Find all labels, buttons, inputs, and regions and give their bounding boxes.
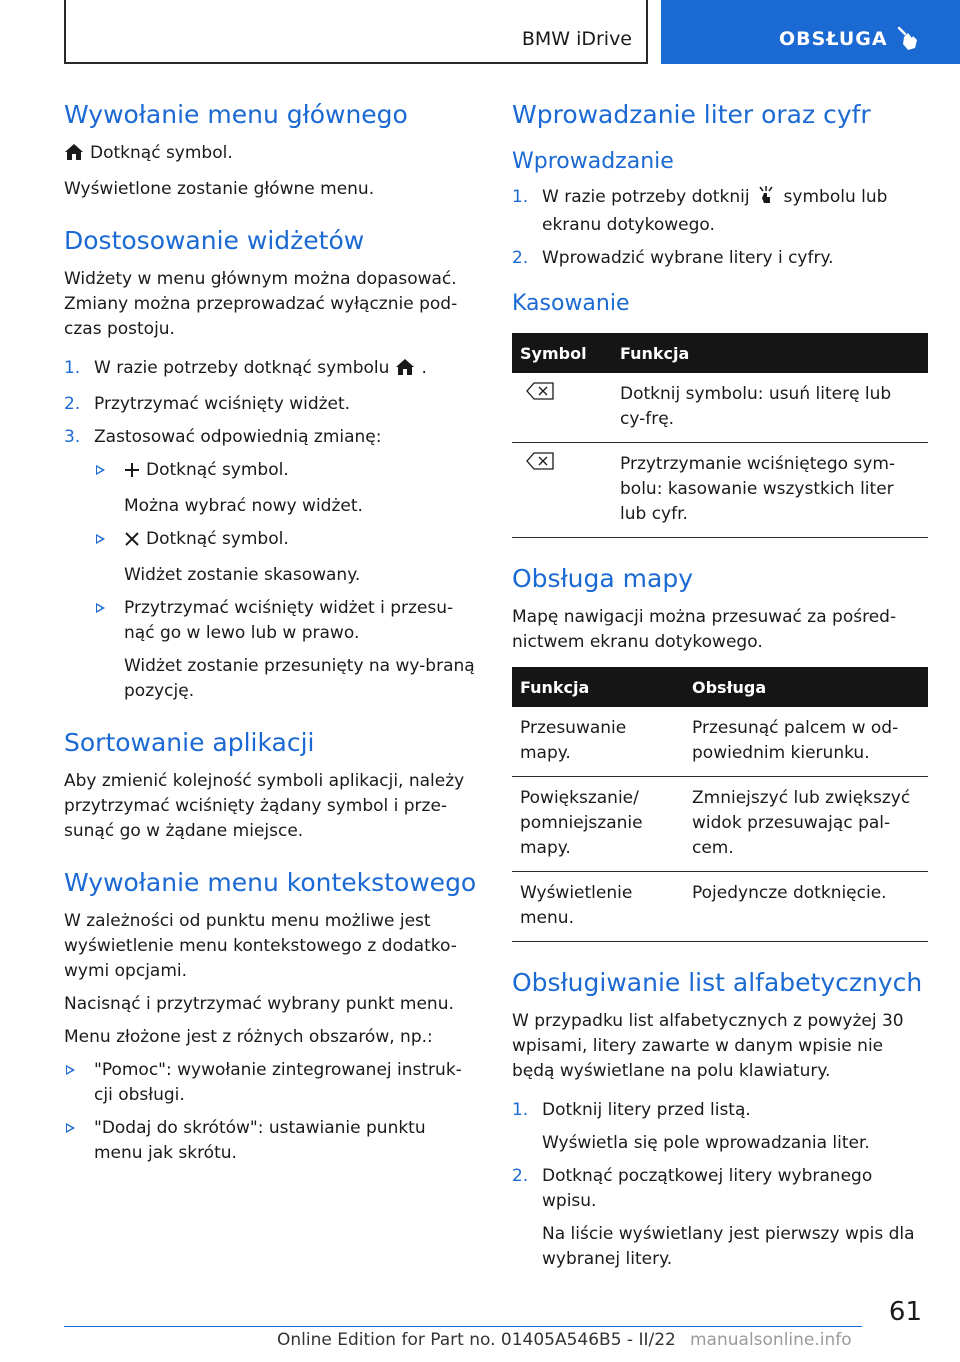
paragraph: Widżety w menu głównym można dopasować. Zmiany można przeprowadzać wyłącznie pod-czas postoju. bbox=[64, 269, 458, 339]
triangle-bullet-icon bbox=[96, 534, 105, 544]
paragraph: Aby zmienić kolejność symboli aplikacji, należy przytrzymać wciśnięty żądany symbol i prze-sunąć go w żądane miejsce. bbox=[64, 771, 465, 841]
section-title-map: Obsługa mapy bbox=[512, 564, 693, 593]
subsection-title-entering: Wprowadzanie bbox=[512, 149, 674, 174]
home-icon bbox=[395, 358, 415, 384]
delete-table bbox=[512, 333, 928, 538]
section-title-input: Wprowadzanie liter oraz cyfr bbox=[512, 100, 871, 129]
paragraph: Mapę nawigacji można przesuwać za pośred-nictwem ekranu dotykowego. bbox=[512, 607, 897, 652]
list-item: 1. W razie potrzeby dotknąć symbolu . bbox=[64, 356, 478, 384]
paragraph: Menu złożone jest z różnych obszarów, np.: bbox=[64, 1027, 433, 1047]
list-item: "Pomoc": wywołanie zintegrowanej instruk-cji obsługi. bbox=[64, 1058, 478, 1108]
paragraph: Dotknąć symbol. bbox=[64, 141, 478, 169]
section-title-context-menu: Wywołanie menu kontekstowego bbox=[64, 868, 477, 897]
plus-icon bbox=[124, 461, 140, 486]
pointing-hand-icon bbox=[897, 26, 919, 56]
left-column bbox=[64, 98, 478, 1174]
table-row: Przytrzymanie wciśniętego sym-bolu: kasowanie wszystkich liter lub cyfr. bbox=[512, 443, 928, 538]
table-header: Funkcja bbox=[612, 333, 928, 373]
triangle-bullet-icon bbox=[96, 465, 105, 475]
list-item: 3. Zastosować odpowiednią zmianę: Dotknąć symbol. Można wybrać nowy widżet. Dotknąć symbol. Widżet zostanie skasowany. Przytrzymać wciśnięty widżet i przesu-nąć go w lewo lub w prawo. Widżet zostanie przesunięty na wy-braną pozycję. bbox=[64, 425, 478, 704]
paragraph: Nacisnąć i przytrzymać wybrany punkt menu. bbox=[64, 994, 454, 1014]
change-options bbox=[94, 458, 478, 704]
list-steps bbox=[512, 1098, 928, 1272]
paragraph: Wyświetlone zostanie główne menu. bbox=[64, 179, 375, 199]
header-section-label: OBSŁUGA bbox=[779, 28, 888, 50]
list-item: 2. Przytrzymać wciśnięty widżet. bbox=[64, 394, 351, 414]
list-item: "Dodaj do skrótów": ustawianie punktu menu jak skrótu. bbox=[64, 1116, 478, 1166]
section-title-sorting: Sortowanie aplikacji bbox=[64, 728, 315, 757]
table-header: Obsługa bbox=[684, 667, 928, 707]
header-frame bbox=[64, 0, 648, 64]
table-header: Funkcja bbox=[512, 667, 684, 707]
triangle-bullet-icon bbox=[66, 1065, 75, 1075]
backspace-icon bbox=[520, 455, 554, 475]
table-row: Przesuwanie mapy. Przesunąć palcem w od-powiednim kierunku. bbox=[512, 707, 928, 777]
subsection-title-deleting: Kasowanie bbox=[512, 291, 630, 316]
watermark: manualsonline.info bbox=[690, 1330, 852, 1350]
list-item: Dotknąć symbol. Widżet zostanie skasowany. bbox=[94, 527, 478, 588]
section-title-main-menu: Wywołanie menu głównego bbox=[64, 100, 408, 129]
footer-divider bbox=[64, 1326, 862, 1327]
list-item: Przytrzymać wciśnięty widżet i przesu-nąć go w lewo lub w prawo. Widżet zostanie przesunięty na wy-braną pozycję. bbox=[94, 596, 478, 704]
table-row: Powiększanie/ pomniejszanie mapy. Zmniejszyć lub zwiększyć widok przesuwając pal-cem. bbox=[512, 777, 928, 872]
paragraph: W zależności od punktu menu możliwe jest wyświetlenie menu kontekstowego z dodatko-wymi opcjami. bbox=[64, 911, 457, 981]
section-title-widgets: Dostosowanie widżetów bbox=[64, 226, 365, 255]
triangle-bullet-icon bbox=[96, 603, 105, 613]
close-icon bbox=[124, 530, 140, 555]
list-item: 1. W razie potrzeby dotknij symbolu lub ekranu dotykowego. bbox=[512, 187, 888, 235]
map-table bbox=[512, 667, 928, 942]
widget-steps bbox=[64, 356, 478, 704]
right-column bbox=[512, 98, 928, 1280]
table-row: Dotknij symbolu: usuń literę lub cy-frę. bbox=[512, 373, 928, 443]
list-item: 1. Dotknij litery przed listą. Wyświetla się pole wprowadzania liter. bbox=[512, 1100, 870, 1153]
paragraph: W przypadku list alfabetycznych z powyżej 30 wpisami, litery zawarte w danym wpisie nie będą wyświetlane na polu klawiatury. bbox=[512, 1011, 904, 1081]
list-item: Dotknąć symbol. Można wybrać nowy widżet. bbox=[94, 458, 478, 519]
touch-keyboard-icon bbox=[756, 185, 778, 213]
table-row: Wyświetlenie menu. Pojedyncze dotknięcie. bbox=[512, 872, 928, 942]
section-title-alphabetical-lists: Obsługiwanie list alfabetycznych bbox=[512, 968, 923, 997]
list-item: 2. Dotknąć początkowej litery wybranego wpisu. Na liście wyświetlany jest pierwszy wpis dla wybranej litery. bbox=[512, 1166, 915, 1269]
table-header: Symbol bbox=[512, 333, 612, 373]
context-menu-items bbox=[64, 1058, 478, 1166]
list-item: 2. Wprowadzić wybrane litery i cyfry. bbox=[512, 248, 834, 268]
page-number: 61 bbox=[888, 1297, 922, 1327]
home-icon bbox=[64, 143, 84, 169]
edition-note: Online Edition for Part no. 01405A546B5 - II/22 bbox=[277, 1330, 676, 1350]
triangle-bullet-icon bbox=[66, 1123, 75, 1133]
header-section-tab bbox=[661, 0, 960, 64]
input-steps bbox=[512, 185, 928, 271]
header-product: BMW iDrive bbox=[521, 28, 632, 50]
backspace-icon bbox=[520, 385, 554, 405]
